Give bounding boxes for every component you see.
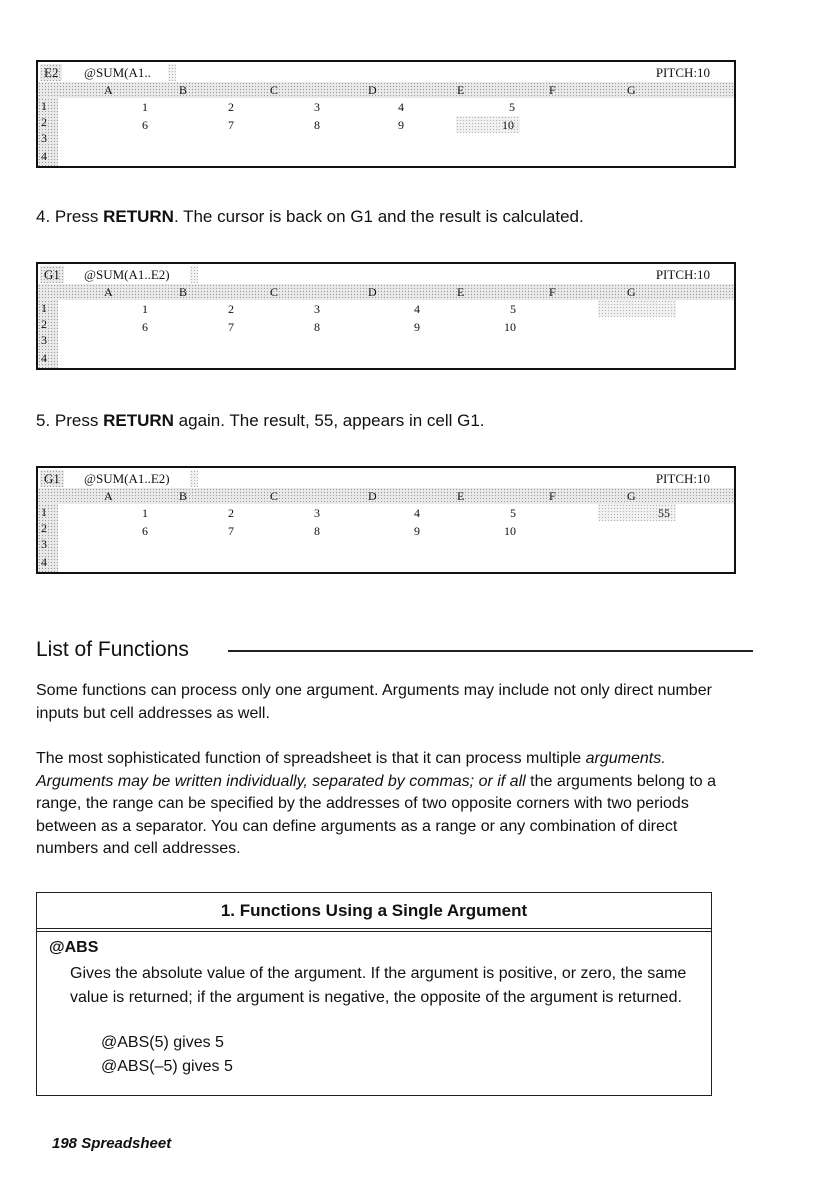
col-c: C	[270, 285, 279, 299]
cell-e2: 10	[502, 118, 514, 132]
cell-g1-result: 55	[658, 506, 670, 520]
function-description: Gives the absolute value of the argument. If the argument is positive, or zero, the same value is returned; if the argument is negative, the opposite of the argument is returned.	[70, 965, 687, 1006]
cell-e1: 5	[510, 506, 516, 520]
row-header	[38, 98, 58, 166]
col-c: C	[270, 489, 279, 503]
status-line	[38, 468, 734, 488]
col-b: B	[179, 83, 188, 97]
entry-marker	[190, 470, 198, 487]
formula-entry: @SUM(A1..E2)	[84, 471, 170, 486]
cell-d1: 4	[398, 100, 404, 114]
cell-a2: 6	[142, 320, 148, 334]
pitch-indicator: PITCH:10	[655, 65, 710, 80]
cell-e2: 10	[504, 320, 516, 334]
col-b: B	[179, 489, 188, 503]
function-example-1: @ABS(5) gives 5	[101, 1034, 224, 1051]
row-1: 1	[41, 99, 47, 113]
cell-b1: 2	[228, 506, 234, 520]
cell-a1: 1	[142, 506, 148, 520]
arguments-paragraph: The most sophisticated function of spreadsheet is that it can process multiple arguments. Arguments may be written individually, separated by commas; or if all the arguments belong to a range, the range can be specified by the addresses of two opposite corners with two periods between as a separator. You can define arguments as a range or any combination of direct numbers and cell addresses.	[36, 750, 717, 857]
cell-d2: 9	[414, 524, 420, 538]
row-1: 1	[41, 301, 47, 315]
page-footer: 198 Spreadsheet	[52, 1135, 172, 1152]
row-header	[38, 504, 58, 572]
function-box-rule	[37, 928, 711, 932]
cell-c2: 8	[314, 320, 320, 334]
cell-e2: 10	[504, 524, 516, 538]
cell-e1: 5	[509, 100, 515, 114]
cell-cursor	[598, 300, 676, 317]
row-2: 2	[41, 115, 47, 129]
function-example-2: @ABS(–5) gives 5	[101, 1058, 233, 1075]
formula-entry: @SUM(A1..	[84, 65, 151, 80]
row-3: 3	[41, 131, 47, 145]
entry-marker	[168, 64, 176, 81]
entry-marker	[190, 266, 198, 283]
column-header	[38, 488, 734, 504]
cell-reference: G1	[40, 266, 64, 283]
cell-c2: 8	[314, 524, 320, 538]
cell-reference: G1	[40, 470, 64, 487]
cell-b1: 2	[228, 100, 234, 114]
status-line	[38, 62, 734, 82]
step-5: 5. Press RETURN again. The result, 55, appears in cell G1.	[36, 411, 485, 430]
col-c: C	[270, 83, 279, 97]
cell-d2: 9	[398, 118, 404, 132]
step-4: 4. Press RETURN. The cursor is back on G1 and the result is calculated.	[36, 207, 584, 226]
row-4: 4	[41, 351, 47, 365]
section-rule	[228, 650, 753, 652]
formula-entry: @SUM(A1..E2)	[84, 267, 170, 282]
row-2: 2	[41, 317, 47, 331]
cell-b2: 7	[228, 524, 234, 538]
spreadsheet-screen-1	[36, 60, 736, 168]
cell-b2: 7	[228, 320, 234, 334]
col-d: D	[368, 285, 377, 299]
function-box	[36, 892, 712, 1096]
cell-c1: 3	[314, 302, 320, 316]
cell-e1: 5	[510, 302, 516, 316]
cell-b1: 2	[228, 302, 234, 316]
function-box-title: 1. Functions Using a Single Argument	[220, 901, 528, 920]
row-header	[38, 300, 58, 368]
cell-b2: 7	[228, 118, 234, 132]
row-4: 4	[41, 149, 47, 163]
col-g: G	[627, 489, 636, 503]
col-e: E	[457, 83, 465, 97]
cell-c2: 8	[314, 118, 320, 132]
col-a: A	[104, 489, 113, 503]
row-3: 3	[41, 537, 47, 551]
col-e: E	[457, 285, 465, 299]
row-3: 3	[41, 333, 47, 347]
status-line	[38, 264, 734, 284]
col-f: F	[549, 285, 556, 299]
cell-a1: 1	[142, 302, 148, 316]
section-title: List of Functions	[36, 638, 189, 661]
cell-reference: E2	[40, 64, 62, 81]
pitch-indicator: PITCH:10	[655, 267, 710, 282]
row-1: 1	[41, 505, 47, 519]
col-e: E	[457, 489, 465, 503]
pitch-indicator: PITCH:10	[655, 471, 710, 486]
col-d: D	[368, 83, 377, 97]
cell-a2: 6	[142, 118, 148, 132]
column-header	[38, 82, 734, 98]
cell-c1: 3	[314, 100, 320, 114]
cell-d2: 9	[414, 320, 420, 334]
cell-d1: 4	[414, 506, 420, 520]
col-d: D	[368, 489, 377, 503]
spreadsheet-screen-2	[36, 262, 736, 370]
col-a: A	[104, 83, 113, 97]
cell-a1: 1	[142, 100, 148, 114]
row-2: 2	[41, 521, 47, 535]
spreadsheet-screen-3	[36, 466, 736, 574]
col-g: G	[627, 83, 636, 97]
row-4: 4	[41, 555, 47, 569]
col-f: F	[549, 83, 556, 97]
cell-d1: 4	[414, 302, 420, 316]
function-name: @ABS	[49, 939, 99, 956]
col-b: B	[179, 285, 188, 299]
col-g: G	[627, 285, 636, 299]
column-header	[38, 284, 734, 300]
cell-c1: 3	[314, 506, 320, 520]
col-f: F	[549, 489, 556, 503]
cell-a2: 6	[142, 524, 148, 538]
col-a: A	[104, 285, 113, 299]
intro-paragraph: Some functions can process only one argument. Arguments may include not only direct number inputs but cell addresses as well.	[36, 682, 712, 722]
